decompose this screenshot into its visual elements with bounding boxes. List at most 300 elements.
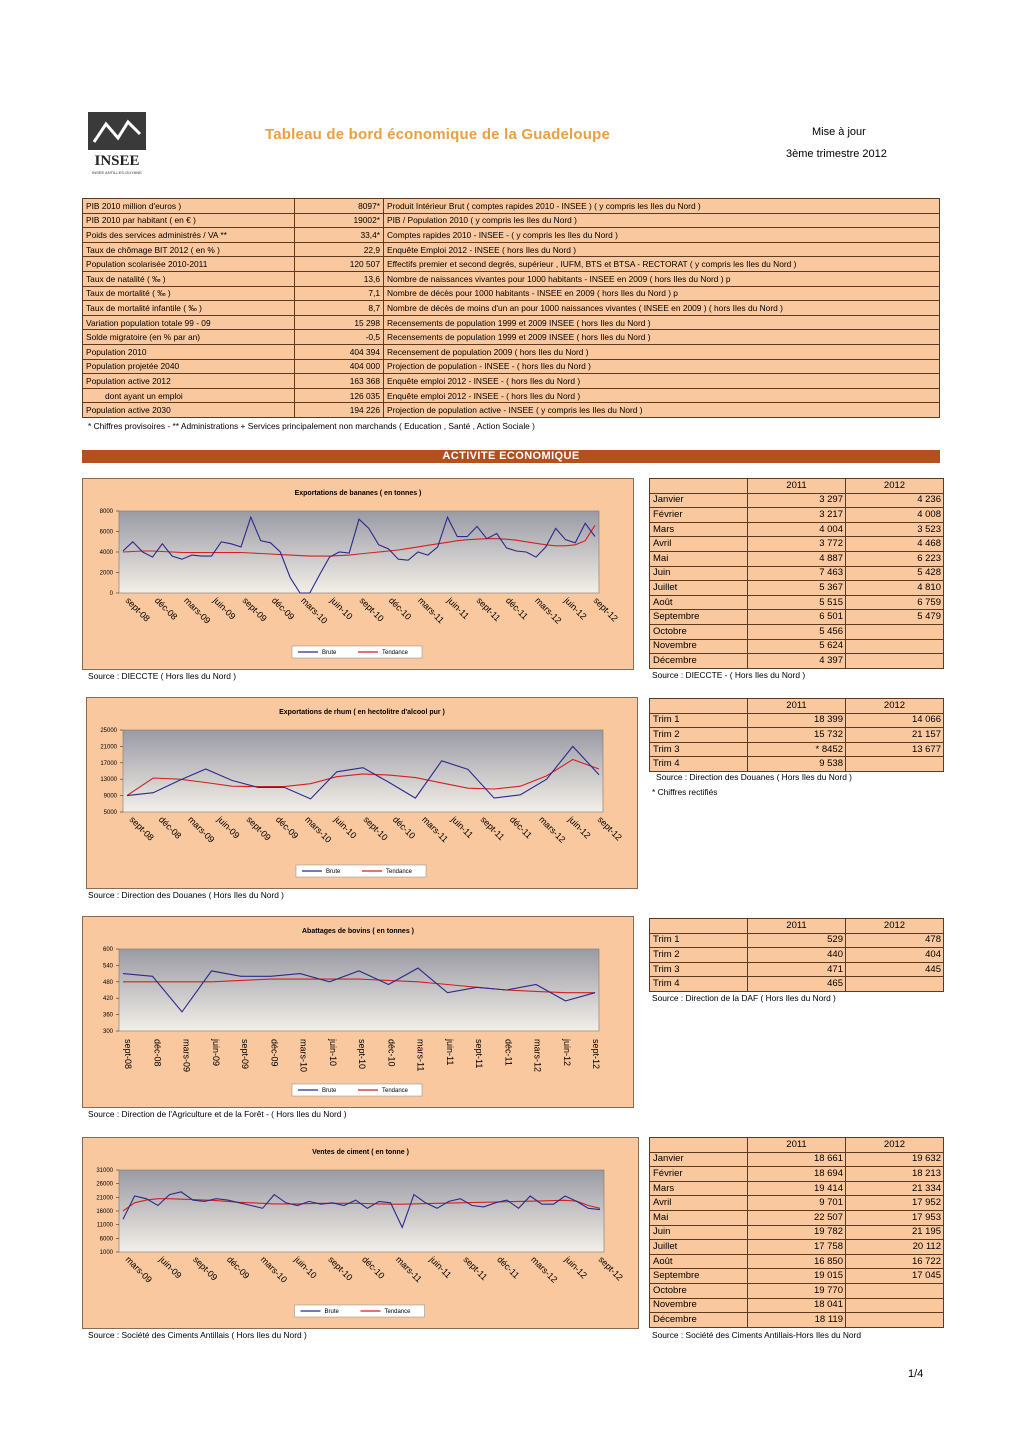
table-row (650, 728, 944, 743)
table-header-row (650, 919, 944, 934)
y-tick-label: 2000 (99, 570, 113, 577)
table-value-2011: 18 694 (748, 1167, 846, 1182)
table-value-2011: 6 501 (748, 610, 846, 625)
legend-brute-label: Brute (322, 650, 337, 656)
table-value-2012: 14 066 (846, 713, 944, 728)
chart-title: Exportations de bananes ( en tonnes ) (294, 490, 422, 497)
key-indicator-value: 15 298 (295, 315, 384, 330)
x-tick-label: juin-11 (449, 814, 476, 841)
key-indicator-value: 126 035 (295, 388, 384, 403)
chart-bananes (82, 478, 634, 670)
table-row (650, 1313, 944, 1328)
x-tick-label: mars-11 (416, 595, 447, 626)
table-value-2011: 5 367 (748, 581, 846, 596)
y-tick-label: 540 (102, 963, 113, 970)
x-tick-label: juin-12 (562, 595, 589, 622)
table-row-label: Janvier (650, 1152, 748, 1167)
table-rhum-source: Source : Direction des Douanes ( Hors Iles du Nord ) (656, 772, 852, 782)
x-tick-label: mars-10 (303, 814, 334, 845)
table-value-2011: 19 414 (748, 1181, 846, 1196)
table-value-2012: 6 759 (846, 595, 944, 610)
x-tick-label: mars-12 (529, 1254, 560, 1285)
table-row (650, 1269, 944, 1284)
legend-tendance-label: Tendance (384, 1309, 411, 1315)
table-value-2011: 4 004 (748, 522, 846, 537)
table-row (650, 757, 944, 772)
key-indicator-desc: Enquête emploi 2012 - INSEE - ( hors Iles du Nord ) (384, 388, 940, 403)
table-value-2011: 440 (748, 948, 846, 963)
table-row-label: Avril (650, 537, 748, 552)
table-row (650, 493, 944, 508)
legend-brute-label: Brute (326, 869, 341, 875)
x-tick-label: sept-08 (127, 814, 156, 843)
table-row (650, 595, 944, 610)
table-value-2012: 4 468 (846, 537, 944, 552)
table-row (650, 508, 944, 523)
x-tick-label: sept-11 (478, 814, 507, 843)
table-row (650, 977, 944, 992)
table-row-label: Mai (650, 551, 748, 566)
table-row-label: Février (650, 508, 748, 523)
chart-svg-bananes (83, 479, 633, 669)
key-indicator-label: Solde migratoire (en % par an) (83, 330, 295, 345)
key-indicator-row (83, 257, 940, 272)
plot-area (119, 949, 599, 1031)
logo-subtext: INSEE ANTILLES-GUYANE (92, 170, 142, 175)
key-indicator-value: 33,4* (295, 228, 384, 243)
x-tick-label: juin-10 (292, 1254, 319, 1281)
x-tick-label: mars-09 (186, 814, 217, 845)
update-period: 3ème trimestre 2012 (786, 148, 887, 160)
table-year-header: 2012 (846, 1138, 944, 1153)
table-row (650, 1283, 944, 1298)
table-row-label: Décembre (650, 1313, 748, 1328)
table-row (650, 654, 944, 669)
table-value-2011: 9 701 (748, 1196, 846, 1211)
table-value-2012: 13 677 (846, 742, 944, 757)
table-value-2011: 22 507 (748, 1210, 846, 1225)
x-tick-label: sept-09 (191, 1254, 220, 1283)
x-tick-label: déc-09 (273, 814, 301, 841)
x-tick-label: déc-09 (224, 1254, 252, 1281)
table-row-label: Avril (650, 1196, 748, 1211)
x-tick-label: sept-08 (123, 1039, 133, 1070)
legend-brute-label: Brute (322, 1088, 337, 1094)
chart-svg-ciment (83, 1138, 638, 1328)
table-value-2011: 465 (748, 977, 846, 992)
table-value-2012: 21 195 (846, 1225, 944, 1240)
table-row (650, 610, 944, 625)
x-tick-label: mars-09 (182, 595, 213, 626)
table-value-2012: 4 810 (846, 581, 944, 596)
table-value-2012 (846, 1313, 944, 1328)
table-value-2011: 9 538 (748, 757, 846, 772)
table-value-2012: 6 223 (846, 551, 944, 566)
key-indicator-desc: PIB / Population 2010 ( y compris les Iles du Nord ) (384, 213, 940, 228)
chart-title: Ventes de ciment ( en tonne ) (312, 1149, 409, 1156)
table-row-label: Janvier (650, 493, 748, 508)
page-title: Tableau de bord économique de la Guadeloupe (265, 126, 611, 143)
y-tick-label: 21000 (96, 1195, 113, 1202)
chart-title: Exportations de rhum ( en hectolitre d'alcool pur ) (279, 709, 445, 716)
table-value-2011: 19 782 (748, 1225, 846, 1240)
table-year-header: 2011 (748, 1138, 846, 1153)
table-value-2011: 4 397 (748, 654, 846, 669)
table-value-2011: * 8452 (748, 742, 846, 757)
table-value-2012: 4 236 (846, 493, 944, 508)
key-indicator-value: 8,7 (295, 301, 384, 316)
table-row-label: Trim 4 (650, 977, 748, 992)
key-indicator-desc: Recensements de population 1999 et 2009 INSEE ( hors Iles du Nord ) (384, 315, 940, 330)
key-indicator-row (83, 359, 940, 374)
table-row (650, 1196, 944, 1211)
table-value-2011: 3 297 (748, 493, 846, 508)
table-row (650, 1254, 944, 1269)
x-tick-label: déc-10 (360, 1254, 387, 1281)
y-tick-label: 25000 (100, 728, 117, 734)
table-value-2012 (846, 977, 944, 992)
table-value-2011: 3 217 (748, 508, 846, 523)
table-row-label: Novembre (650, 639, 748, 654)
table-value-2012: 16 722 (846, 1254, 944, 1269)
insee-logo (84, 112, 148, 178)
table-row (650, 1210, 944, 1225)
y-tick-label: 360 (102, 1012, 113, 1019)
table-year-header: 2012 (846, 699, 944, 714)
key-indicator-row (83, 286, 940, 301)
table-value-2012 (846, 654, 944, 669)
x-tick-label: sept-12 (595, 814, 624, 843)
source-bananes: Source : DIECCTE ( Hors Iles du Nord ) (88, 671, 236, 681)
table-value-2011: 18 399 (748, 713, 846, 728)
table-row-label: Août (650, 595, 748, 610)
x-tick-label: déc-11 (503, 595, 530, 622)
table-row-label: Trim 3 (650, 962, 748, 977)
y-tick-label: 13000 (100, 777, 117, 784)
table-row-label: Octobre (650, 624, 748, 639)
table-row-label: Août (650, 1254, 748, 1269)
table-value-2012: 17 045 (846, 1269, 944, 1284)
x-tick-label: sept-12 (596, 1254, 625, 1283)
x-tick-label: mars-10 (298, 1039, 309, 1073)
table-value-2012 (846, 639, 944, 654)
key-indicator-value: -0,5 (295, 330, 384, 345)
table-header-row (650, 699, 944, 714)
key-indicator-label: dont ayant un emploi (83, 388, 295, 403)
key-indicator-desc: Produit Intérieur Brut ( comptes rapides 2010 - INSEE ) ( y compris les Iles du Nord ) (384, 199, 940, 214)
chart-bovins (82, 916, 634, 1108)
key-indicator-label: Variation population totale 99 - 09 (83, 315, 295, 330)
chart-title: Abattages de bovins ( en tonnes ) (301, 928, 415, 935)
page-number: 1/4 (908, 1368, 924, 1380)
key-indicators-table (82, 198, 940, 418)
table-row (650, 1152, 944, 1167)
table-value-2012: 404 (846, 948, 944, 963)
y-tick-label: 9000 (103, 793, 117, 800)
y-tick-label: 6000 (99, 529, 113, 536)
table-value-2011: 18 041 (748, 1298, 846, 1313)
table-value-2011: 15 732 (748, 728, 846, 743)
key-indicator-desc: Enquête Emploi 2012 - INSEE ( hors Iles du Nord ) (384, 242, 940, 257)
key-indicator-label: Taux de natalité ( ‰ ) (83, 271, 295, 286)
x-tick-label: sept-10 (326, 1254, 355, 1283)
x-tick-label: sept-11 (474, 595, 503, 624)
table-row-label: Trim 1 (650, 933, 748, 948)
table-value-2012: 21 157 (846, 728, 944, 743)
key-indicator-label: Taux de chômage BIT 2012 ( en % ) (83, 242, 295, 257)
x-tick-label: sept-12 (591, 595, 620, 624)
legend-brute-label: Brute (324, 1309, 339, 1315)
table-value-2012 (846, 1283, 944, 1298)
x-tick-label: mars-12 (533, 595, 564, 626)
table-row (650, 962, 944, 977)
x-tick-label: déc-09 (269, 1039, 280, 1067)
table-bovins-source: Source : Direction de la DAF ( Hors Iles du Nord ) (652, 993, 836, 1003)
key-indicator-value: 404 000 (295, 359, 384, 374)
key-indicator-label: Population active 2012 (83, 374, 295, 389)
table-corner-cell (650, 1138, 748, 1153)
x-tick-label: mars-09 (123, 1254, 155, 1285)
table-row (650, 1240, 944, 1255)
key-indicator-row (83, 315, 940, 330)
table-value-2012: 4 008 (846, 508, 944, 523)
key-indicator-desc: Recensement de population 2009 ( hors Iles du Nord ) (384, 344, 940, 359)
source-ciment: Source : Société des Ciments Antillais ( Hors Iles du Nord ) (88, 1330, 307, 1340)
table-row-label: Juillet (650, 581, 748, 596)
table-row-label: Mars (650, 1181, 748, 1196)
table-row-label: Mars (650, 522, 748, 537)
table-value-2012 (846, 757, 944, 772)
x-tick-label: mars-12 (532, 1039, 543, 1073)
table-row-label: Trim 2 (650, 948, 748, 963)
chart-rhum (86, 697, 638, 889)
key-indicator-value: 194 226 (295, 403, 384, 418)
key-indicator-label: Population 2010 (83, 344, 295, 359)
y-tick-label: 600 (102, 947, 113, 953)
table-row-label: Trim 1 (650, 713, 748, 728)
y-tick-label: 6000 (99, 1236, 113, 1243)
key-indicator-row (83, 301, 940, 316)
y-tick-label: 5000 (103, 810, 117, 816)
table-rhum (649, 698, 944, 772)
x-tick-label: déc-10 (390, 814, 418, 841)
key-indicator-value: 22,9 (295, 242, 384, 257)
table-value-2011: 5 624 (748, 639, 846, 654)
table-year-header: 2011 (748, 919, 846, 934)
x-tick-label: sept-11 (461, 1254, 490, 1283)
key-indicator-value: 8097* (295, 199, 384, 214)
y-tick-label: 1000 (99, 1250, 113, 1256)
table-row (650, 581, 944, 596)
x-tick-label: juin-09 (211, 595, 238, 622)
table-value-2012 (846, 1298, 944, 1313)
table-row (650, 1225, 944, 1240)
table-value-2012: 18 213 (846, 1167, 944, 1182)
table-value-2011: 4 887 (748, 551, 846, 566)
y-tick-label: 300 (102, 1029, 113, 1035)
table-row (650, 551, 944, 566)
legend-tendance-label: Tendance (382, 650, 409, 656)
x-tick-label: sept-09 (244, 814, 273, 843)
table-header-row (650, 1138, 944, 1153)
table-row (650, 948, 944, 963)
key-indicator-desc: Nombre de naissances vivantes pour 1000 habitants - INSEE en 2009 ( hors Iles du Nord ) p (384, 271, 940, 286)
table-bananes (649, 478, 944, 669)
key-indicator-row (83, 388, 940, 403)
x-tick-label: mars-11 (393, 1254, 424, 1285)
x-tick-label: déc-11 (503, 1039, 514, 1066)
y-tick-label: 21000 (100, 744, 117, 751)
chart-svg-rhum (87, 698, 637, 888)
x-tick-label: mars-12 (537, 814, 568, 845)
x-tick-label: juin-09 (210, 1039, 221, 1067)
key-indicator-row (83, 271, 940, 286)
x-tick-label: juin-12 (561, 1039, 572, 1067)
table-row-label: Novembre (650, 1298, 748, 1313)
x-tick-label: sept-12 (591, 1039, 601, 1070)
table-row (650, 1298, 944, 1313)
table-row-label: Trim 2 (650, 728, 748, 743)
table-header-row (650, 479, 944, 494)
logo-text: INSEE (94, 153, 140, 169)
table-row (650, 1167, 944, 1182)
table-row (650, 713, 944, 728)
x-tick-label: juin-11 (427, 1254, 454, 1281)
table-value-2011: 529 (748, 933, 846, 948)
chart-ciment (82, 1137, 639, 1329)
key-indicator-label: Population scolarisée 2010-2011 (83, 257, 295, 272)
legend-tendance-label: Tendance (382, 1088, 409, 1094)
table-value-2011: 471 (748, 962, 846, 977)
key-indicator-desc: Projection de population - INSEE - ( hors Iles du Nord ) (384, 359, 940, 374)
x-tick-label: sept-11 (474, 1039, 484, 1069)
table-value-2011: 16 850 (748, 1254, 846, 1269)
table-row-label: Juillet (650, 1240, 748, 1255)
source-rhum: Source : Direction des Douanes ( Hors Iles du Nord ) (88, 890, 284, 900)
table-value-2011: 7 463 (748, 566, 846, 581)
y-tick-label: 480 (102, 979, 113, 986)
table-value-2012: 445 (846, 962, 944, 977)
key-indicator-value: 163 368 (295, 374, 384, 389)
table-row (650, 639, 944, 654)
key-indicator-label: Taux de mortalité ( ‰ ) (83, 286, 295, 301)
x-tick-label: mars-11 (420, 814, 451, 845)
table-year-header: 2011 (748, 699, 846, 714)
table-year-header: 2012 (846, 919, 944, 934)
section-banner: ACTIVITE ECONOMIQUE (82, 450, 940, 463)
table-value-2012: 3 523 (846, 522, 944, 537)
plot-area (123, 730, 603, 812)
table-value-2011: 5 456 (748, 624, 846, 639)
table-value-2011: 18 661 (748, 1152, 846, 1167)
x-tick-label: sept-10 (357, 595, 386, 624)
table-row-label: Mai (650, 1210, 748, 1225)
table-row-label: Juin (650, 566, 748, 581)
y-tick-label: 4000 (99, 550, 113, 556)
table-rhum-note: * Chiffres rectifiés (652, 787, 718, 797)
key-indicator-label: Poids des services administrés / VA ** (83, 228, 295, 243)
chart-svg-bovins (83, 917, 633, 1107)
key-indicator-desc: Comptes rapides 2010 - INSEE - ( y compris les Iles du Nord ) (384, 228, 940, 243)
key-indicator-desc: Projection de population active - INSEE ( y compris les Iles du Nord ) (384, 403, 940, 418)
x-tick-label: sept-09 (240, 1039, 250, 1070)
x-tick-label: juin-09 (215, 814, 242, 841)
x-tick-label: déc-10 (386, 595, 414, 622)
table-row (650, 537, 944, 552)
table-value-2011: 18 119 (748, 1313, 846, 1328)
key-indicator-value: 7,1 (295, 286, 384, 301)
table-value-2012 (846, 624, 944, 639)
x-tick-label: juin-09 (157, 1254, 184, 1281)
key-indicator-row (83, 344, 940, 359)
table-ciment (649, 1137, 944, 1328)
table-value-2012: 17 952 (846, 1196, 944, 1211)
table-corner-cell (650, 479, 748, 494)
table-year-header: 2011 (748, 479, 846, 494)
table-value-2012: 478 (846, 933, 944, 948)
key-indicator-desc: Enquête emploi 2012 - INSEE - ( hors Iles du Nord ) (384, 374, 940, 389)
x-tick-label: mars-09 (181, 1039, 192, 1073)
key-indicator-value: 19002* (295, 213, 384, 228)
y-tick-label: 26000 (96, 1181, 113, 1188)
table-row-label: Septembre (650, 1269, 748, 1284)
table-row-label: Juin (650, 1225, 748, 1240)
x-tick-label: déc-08 (152, 595, 180, 622)
source-bovins: Source : Direction de l'Agriculture et de la Forêt - ( Hors Iles du Nord ) (88, 1109, 347, 1119)
key-indicator-label: PIB 2010 million d'euros ) (83, 199, 295, 214)
x-tick-label: juin-10 (332, 814, 359, 841)
x-tick-label: mars-10 (299, 595, 330, 626)
legend-tendance-label: Tendance (386, 869, 413, 875)
key-indicator-value: 13,6 (295, 271, 384, 286)
key-indicator-row (83, 228, 940, 243)
table-row (650, 742, 944, 757)
x-tick-label: sept-10 (361, 814, 390, 843)
table-row-label: Trim 3 (650, 742, 748, 757)
table-ciment-source: Source : Société des Ciments Antillais-Hors Iles du Nord (652, 1330, 861, 1340)
table-row-label: Février (650, 1167, 748, 1182)
table-row (650, 1181, 944, 1196)
key-indicator-desc: Effectifs premier et second degrés, supérieur , IUFM, BTS et BTSA - RECTORAT ( y compris les Iles du Nord ) (384, 257, 940, 272)
x-tick-label: juin-12 (562, 1254, 589, 1281)
table-bananes-source: Source : DIECCTE - ( Hors Iles du Nord ) (652, 670, 806, 680)
table-value-2011: 19 015 (748, 1269, 846, 1284)
update-label: Mise à jour (812, 126, 866, 138)
table-corner-cell (650, 919, 748, 934)
x-tick-label: juin-10 (328, 595, 355, 622)
table-corner-cell (650, 699, 748, 714)
table-value-2011: 19 770 (748, 1283, 846, 1298)
y-tick-label: 420 (102, 996, 113, 1003)
table-year-header: 2012 (846, 479, 944, 494)
table-row (650, 566, 944, 581)
key-indicator-desc: Nombre de décès de moins d'un an pour 1000 naissances vivantes ( INSEE en 2009 ) ( hors Iles du Nord ) (384, 301, 940, 316)
x-tick-label: déc-08 (152, 1039, 163, 1067)
x-tick-label: juin-10 (327, 1039, 338, 1067)
x-tick-label: sept-09 (240, 595, 269, 624)
table-bovins (649, 918, 944, 992)
key-indicator-value: 404 394 (295, 344, 384, 359)
x-tick-label: juin-11 (444, 1039, 455, 1066)
y-tick-label: 16000 (96, 1209, 113, 1215)
key-indicators-note: * Chiffres provisoires - ** Administrations + Services principalement non marchands ( Education , Santé , Action Sociale ) (88, 421, 535, 431)
key-indicator-desc: Nombre de décès pour 1000 habitants - INSEE en 2009 ( hors Iles du Nord ) p (384, 286, 940, 301)
key-indicator-desc: Recensements de population 1999 et 2009 INSEE ( hors Iles du Nord ) (384, 330, 940, 345)
x-tick-label: sept-10 (357, 1039, 367, 1070)
x-tick-label: déc-11 (495, 1254, 522, 1281)
key-indicator-value: 120 507 (295, 257, 384, 272)
table-value-2011: 3 772 (748, 537, 846, 552)
